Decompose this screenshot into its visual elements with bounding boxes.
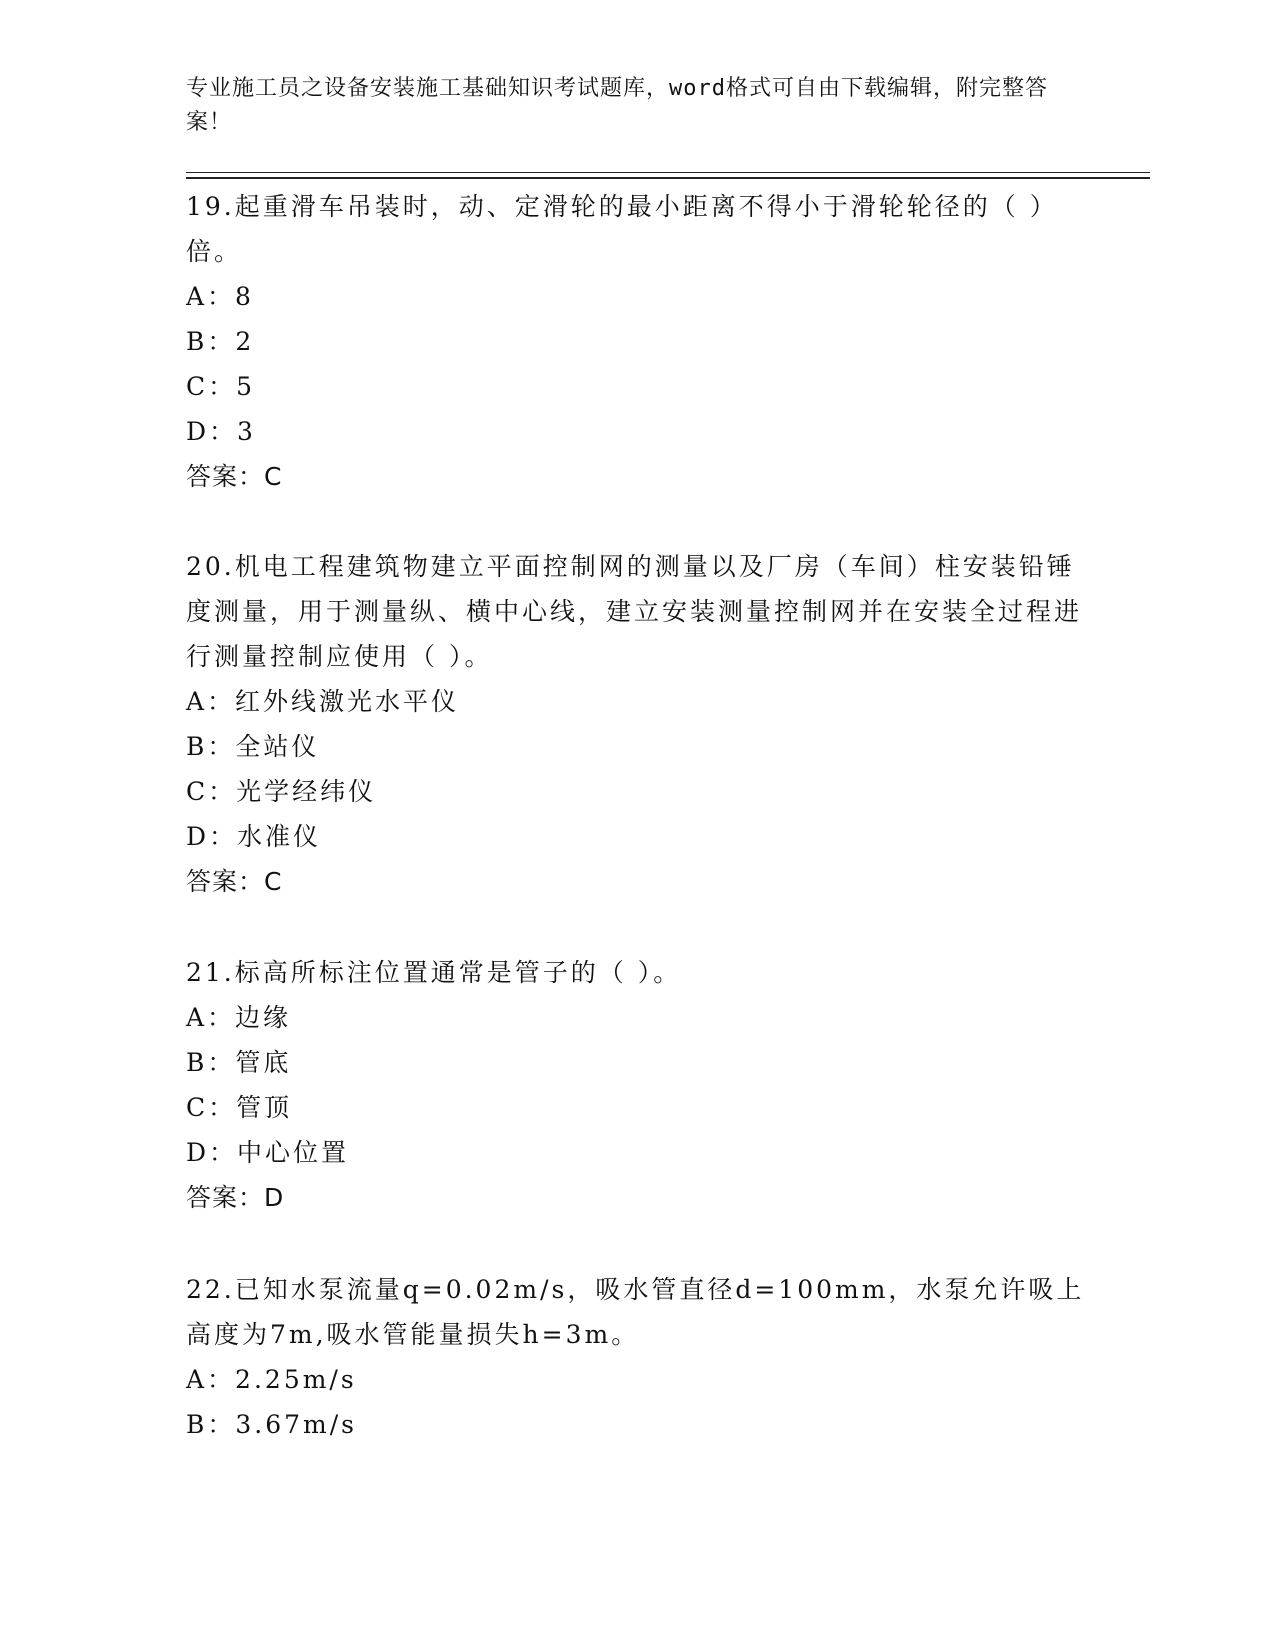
option-a: A：边缘 [186,1003,292,1032]
option-d: D：中心位置 [186,1138,350,1167]
question-stem: 21.标高所标注位置通常是管子的（ ）。 [186,958,682,987]
option-a: A：8 [186,282,254,311]
option-b: B：全站仪 [186,732,320,761]
option-b: B：2 [186,327,255,356]
question-19 [186,184,1086,499]
option-c: C：光学经纬仪 [186,777,377,806]
question-22 [186,1267,1086,1447]
option-c: C：管顶 [186,1093,293,1122]
question-stem: 20.机电工程建筑物建立平面控制网的测量以及厂房（车间）柱安装铅锤度测量，用于测量纵、横中心线，建立安装测量控制网并在安装全过程进行测量控制应使用（ ）。 [186,552,1083,671]
option-a: A：红外线激光水平仪 [186,687,460,716]
option-b: B：3.67m/s [186,1410,357,1439]
question-stem: 19.起重滑车吊装时，动、定滑轮的最小距离不得小于滑轮轮径的（ ）倍。 [186,192,1058,266]
question-20 [186,544,1086,904]
option-c: C：5 [186,372,256,401]
question-21 [186,950,1086,1220]
answer: 答案：C [186,867,283,896]
answer: 答案：C [186,462,283,491]
answer: 答案：D [186,1183,285,1212]
option-b: B：管底 [186,1048,292,1077]
document-header: 专业施工员之设备安装施工基础知识考试题库，word格式可自由下载编辑，附完整答案！ [186,76,1048,135]
question-stem: 22.已知水泵流量q=0.02m/s，吸水管直径d=100mm，水泵允许吸上高度为7m,吸水管能量损失h=3m。 [186,1275,1085,1349]
option-d: D：水准仪 [186,822,322,851]
option-d: D：3 [186,417,256,446]
option-a: A：2.25m/s [186,1365,357,1394]
header-divider-bottom [186,177,1150,179]
header-divider-top [186,172,1150,173]
